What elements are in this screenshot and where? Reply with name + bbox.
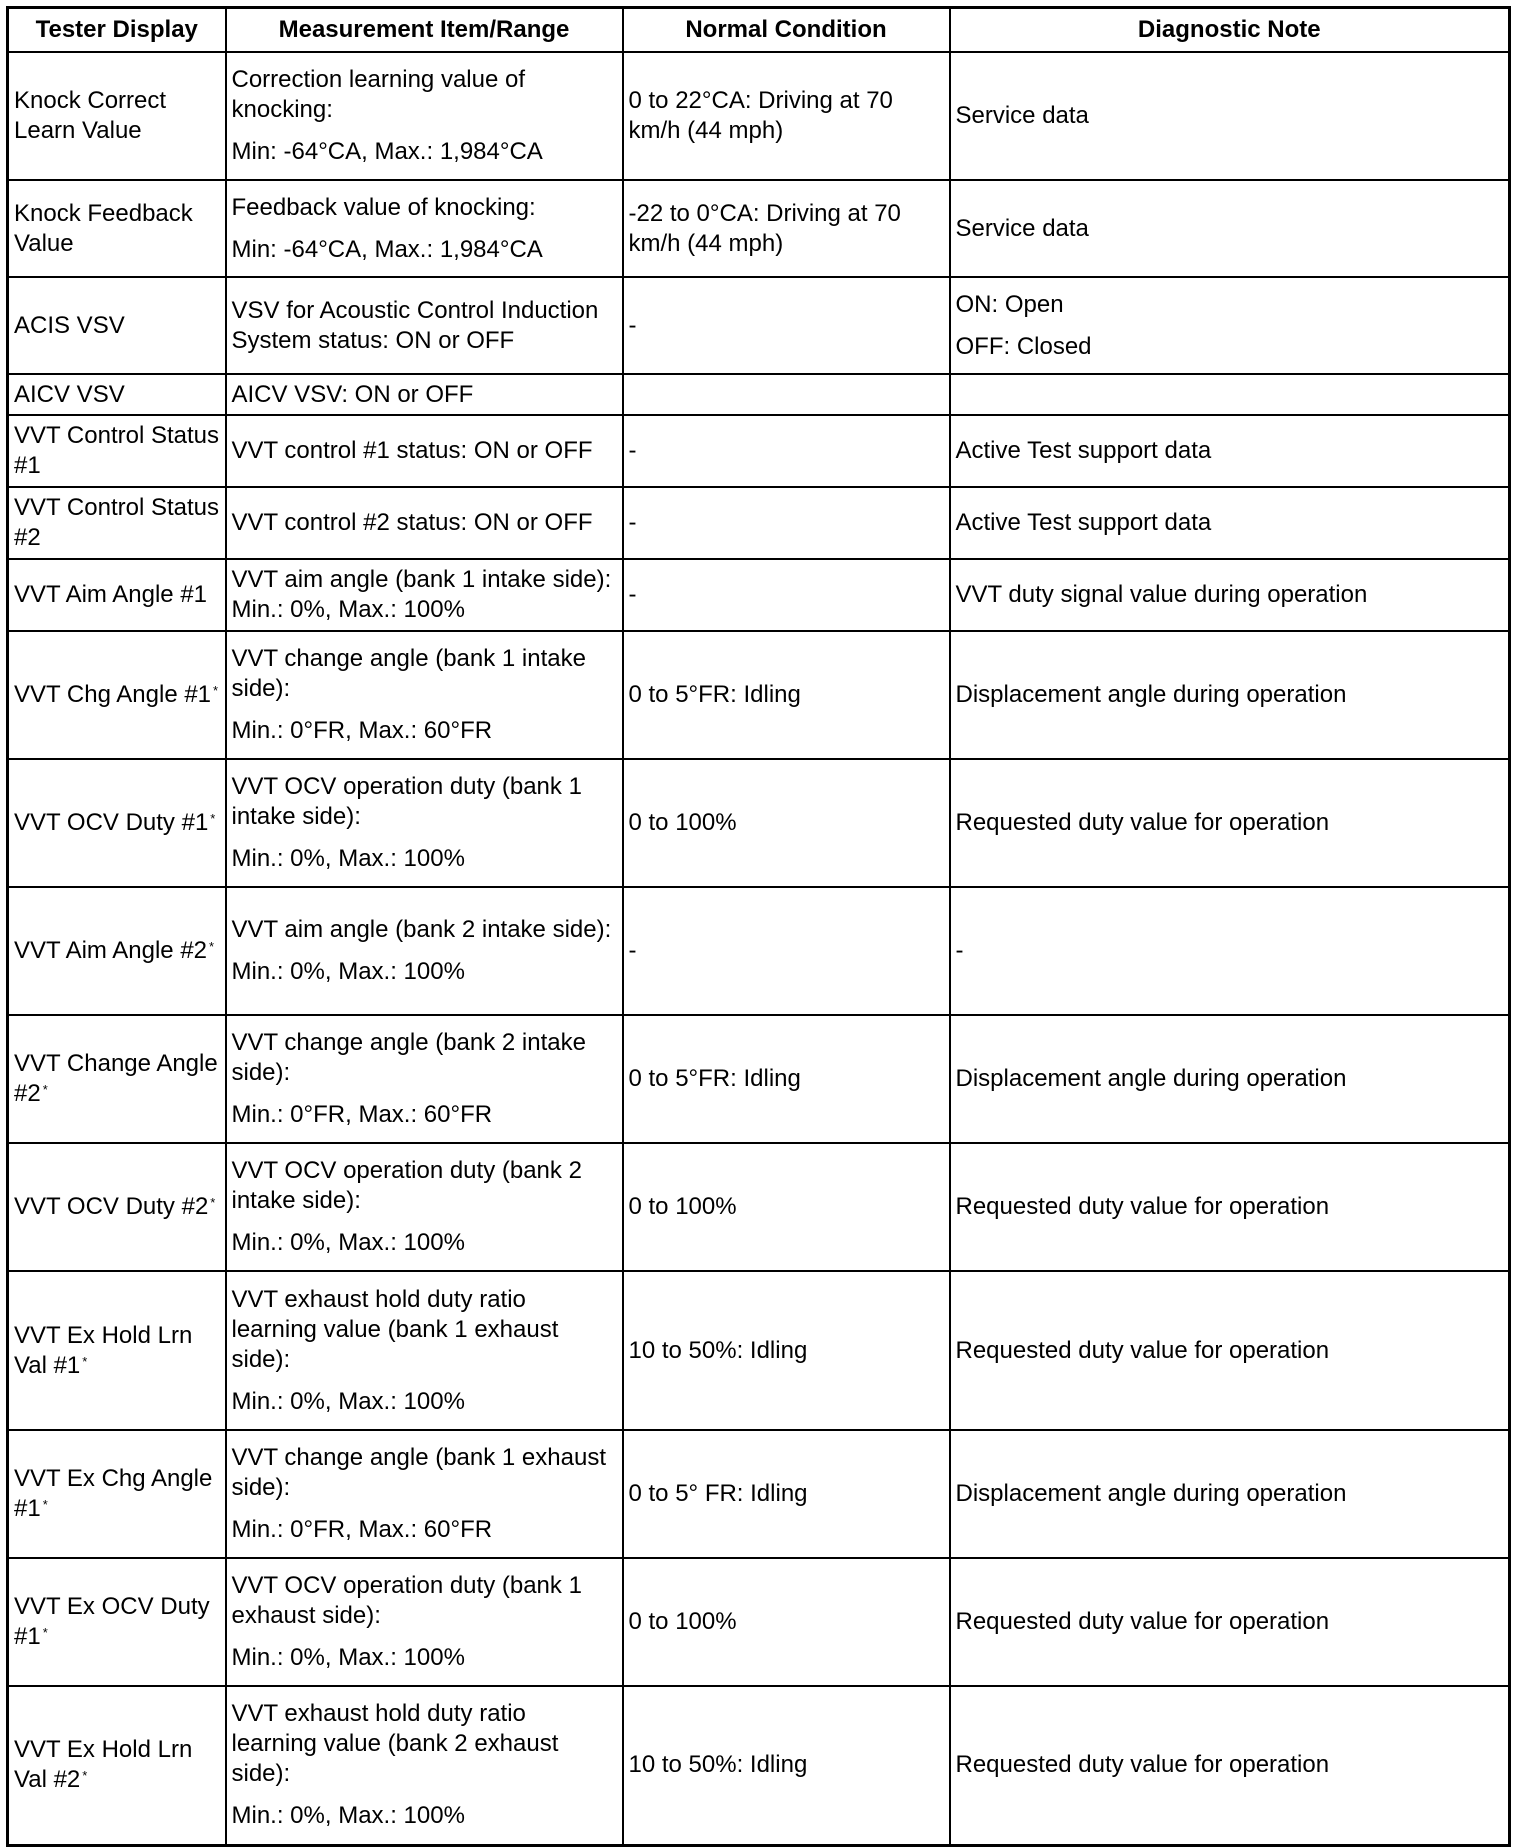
table-row [8,559,1510,631]
spacer [232,704,617,716]
measurement-description: VVT change angle (bank 2 intake side): [231,1029,586,1086]
cell-diagnostic-note [950,180,1510,277]
footnote-asterisk: * [82,1768,88,1784]
cell-tester-display [8,180,226,277]
tester-display-text: VVT Ex Hold Lrn Val #2 [14,1736,193,1794]
measurement-range: Min.: 0%, Max.: 100% [231,1229,465,1256]
spacer [232,945,617,957]
header-diagnostic-note: Diagnostic Note [950,8,1510,53]
cell-diagnostic-note [950,1015,1510,1143]
table-row [8,1271,1510,1430]
measurement-range: Min.: 0%, Max.: 100% [231,1802,465,1830]
cell-tester-display [8,277,226,374]
cell-tester-display [8,1430,226,1558]
cell-normal-condition: 0 to 100% [623,1143,950,1271]
footnote-asterisk: * [210,1195,216,1210]
cell-diagnostic-note [950,759,1510,887]
cell-normal-condition: 0 to 100% [623,759,950,887]
cell-measurement [226,1430,623,1558]
cell-diagnostic-note [950,559,1510,631]
cell-diagnostic-note [950,631,1510,759]
cell-measurement [226,415,623,487]
spacer [232,223,617,235]
measurement-description: VVT exhaust hold duty ratio learning value (bank 1 exhaust side): [231,1285,559,1373]
diagnostic-note-text: Displacement angle during operation [955,1065,1347,1092]
footnote-asterisk: * [213,683,219,698]
tester-display-text: VVT Aim Angle #1 [14,581,208,608]
header-normal-condition: Normal Condition [623,8,950,53]
cell-normal-condition: - [623,277,950,374]
diagnostic-note-text: Requested duty value for operation [955,809,1330,836]
cell-normal-condition: 0 to 5° FR: Idling [623,1430,950,1558]
cell-diagnostic-note [950,415,1510,487]
measurement-description: VVT change angle (bank 1 intake side): [231,645,586,702]
cell-diagnostic-note [950,1430,1510,1558]
cell-normal-condition [623,374,950,415]
cell-measurement [226,887,623,1015]
tester-display-text: VVT Change Angle #2 [14,1050,218,1107]
table-row [8,180,1510,277]
tester-display-text: VVT Ex Hold Lrn Val #1 [14,1321,193,1379]
footnote-asterisk: * [42,1497,48,1512]
cell-measurement [226,1143,623,1271]
measurement-range: Min.: 0%, Max.: 100% [231,845,465,872]
cell-measurement [226,1271,623,1430]
cell-measurement [226,277,623,374]
measurement-description: VVT control #2 status: ON or OFF [231,509,593,536]
cell-normal-condition: - [623,487,950,559]
footnote-asterisk: * [42,1625,48,1640]
cell-tester-display [8,887,226,1015]
measurement-range: Min.: 0°FR, Max.: 60°FR [231,1516,493,1543]
measurement-description: Correction learning value of knocking: [231,66,525,123]
diagnostic-note-text: Requested duty value for operation [955,1336,1330,1364]
cell-tester-display [8,1143,226,1271]
measurement-description: VVT OCV operation duty (bank 2 intake side): [231,1157,582,1214]
cell-diagnostic-note [950,1271,1510,1430]
measurement-description: VVT exhaust hold duty ratio learning value (bank 2 exhaust side): [231,1700,559,1788]
tester-display-text: Knock Feedback Value [14,199,193,257]
table-row [8,1015,1510,1143]
footnote-asterisk: * [82,1353,88,1369]
measurement-description: VVT change angle (bank 1 exhaust side): [231,1444,606,1501]
cell-normal-condition: - [623,887,950,1015]
tester-display-text: Knock Correct Learn Value [14,87,167,144]
header-measurement: Measurement Item/Range [226,8,623,53]
cell-tester-display [8,1015,226,1143]
cell-measurement [226,631,623,759]
cell-measurement [226,1558,623,1686]
table-row [8,759,1510,887]
cell-measurement [226,759,623,887]
cell-diagnostic-note [950,1558,1510,1686]
cell-measurement [226,180,623,277]
spacer [232,1088,617,1100]
table-header-row [8,8,1510,53]
measurement-description: VSV for Acoustic Control Induction System status: ON or OFF [231,296,599,354]
cell-normal-condition: 0 to 100% [623,1558,950,1686]
tester-display-text: AICV VSV [14,380,125,408]
data-list-table [6,6,1511,1847]
spacer [232,1503,617,1515]
spacer [232,1789,617,1801]
spacer [232,832,617,844]
cell-tester-display [8,374,226,415]
measurement-description: AICV VSV: ON or OFF [231,380,474,408]
table-row [8,374,1510,415]
measurement-description: VVT control #1 status: ON or OFF [231,437,593,464]
footnote-asterisk: * [210,811,216,826]
measurement-range: Min.: 0%, Max.: 100% [231,1644,465,1671]
cell-normal-condition: - [623,415,950,487]
footnote-asterisk: * [42,1082,48,1097]
diagnostic-note-text: Requested duty value for operation [955,1193,1330,1220]
header-tester-display: Tester Display [8,8,226,53]
cell-tester-display [8,1271,226,1430]
tester-display-text: VVT Chg Angle #1 [14,681,212,708]
diagnostic-note-text-2: OFF: Closed [955,332,1092,360]
diagnostic-note-text: Requested duty value for operation [955,1751,1330,1779]
spacer [232,1216,617,1228]
tester-display-text: VVT Aim Angle #2 [14,937,208,964]
measurement-description: VVT aim angle (bank 2 intake side): [231,916,612,943]
cell-normal-condition: 10 to 50%: Idling [623,1271,950,1430]
tester-display-text: VVT Control Status #1 [14,422,219,479]
cell-normal-condition: - [623,559,950,631]
cell-measurement [226,52,623,180]
spacer [232,125,617,137]
footnote-asterisk: * [209,939,215,954]
measurement-range: Min: -64°CA, Max.: 1,984°CA [231,138,543,165]
diagnostic-note-text: Displacement angle during operation [955,1480,1347,1507]
cell-diagnostic-note [950,52,1510,180]
cell-diagnostic-note [950,887,1510,1015]
table-row [8,1686,1510,1845]
measurement-description: Feedback value of knocking: [231,193,536,221]
spacer [232,1375,617,1387]
cell-tester-display [8,1686,226,1845]
tester-display-text: VVT Control Status #2 [14,494,219,551]
diagnostic-note-text: - [955,937,964,964]
measurement-range: Min.: 0%, Max.: 100% [231,958,465,985]
table-row [8,487,1510,559]
diagnostic-note-text: Displacement angle during operation [955,681,1347,708]
tester-display-text: VVT Ex Chg Angle #1 [14,1465,213,1522]
cell-tester-display [8,52,226,180]
cell-tester-display [8,487,226,559]
diagnostic-note-text: Service data [955,102,1089,129]
tester-display-text: ACIS VSV [14,311,125,339]
table-row [8,631,1510,759]
tester-display-text: VVT Ex OCV Duty #1 [14,1593,210,1650]
cell-normal-condition: 10 to 50%: Idling [623,1686,950,1845]
measurement-description: VVT OCV operation duty (bank 1 exhaust side): [231,1572,582,1629]
cell-normal-condition: 0 to 5°FR: Idling [623,1015,950,1143]
cell-measurement [226,559,623,631]
table-row [8,1143,1510,1271]
diagnostic-note-text: ON: Open [955,290,1064,318]
cell-diagnostic-note [950,374,1510,415]
measurement-range: Min.: 0°FR, Max.: 60°FR [231,1101,493,1128]
cell-tester-display [8,559,226,631]
cell-normal-condition: -22 to 0°CA: Driving at 70 km/h (44 mph) [623,180,950,277]
spacer [232,1631,617,1643]
cell-tester-display [8,1558,226,1686]
table-row [8,1558,1510,1686]
measurement-range: Min.: 0°FR, Max.: 60°FR [231,717,493,744]
diagnostic-note-text: Active Test support data [955,437,1212,464]
table-row [8,887,1510,1015]
cell-measurement [226,487,623,559]
cell-normal-condition: 0 to 5°FR: Idling [623,631,950,759]
table-body [8,52,1510,1845]
table-row [8,1430,1510,1558]
diagnostic-note-text: Requested duty value for operation [955,1608,1330,1635]
cell-measurement [226,1015,623,1143]
diagnostic-note-text: VVT duty signal value during operation [955,581,1368,608]
measurement-range: Min: -64°CA, Max.: 1,984°CA [231,235,543,263]
cell-diagnostic-note [950,1686,1510,1845]
cell-diagnostic-note [950,487,1510,559]
table-row [8,415,1510,487]
cell-measurement [226,374,623,415]
diagnostic-note-text: Active Test support data [955,509,1212,536]
spacer [956,320,1504,332]
table-row [8,277,1510,374]
measurement-description: VVT OCV operation duty (bank 1 intake side): [231,773,582,830]
diagnostic-note-text: Service data [955,214,1089,242]
cell-diagnostic-note [950,277,1510,374]
table-row [8,52,1510,180]
tester-display-text: VVT OCV Duty #2 [14,1193,209,1220]
measurement-range: Min.: 0%, Max.: 100% [231,1387,465,1415]
cell-normal-condition: 0 to 22°CA: Driving at 70 km/h (44 mph) [623,52,950,180]
cell-tester-display [8,759,226,887]
cell-measurement [226,1686,623,1845]
measurement-description: VVT aim angle (bank 1 intake side): Min.: 0%, Max.: 100% [231,566,612,623]
cell-tester-display [8,415,226,487]
cell-diagnostic-note [950,1143,1510,1271]
tester-display-text: VVT OCV Duty #1 [14,809,209,836]
cell-tester-display [8,631,226,759]
